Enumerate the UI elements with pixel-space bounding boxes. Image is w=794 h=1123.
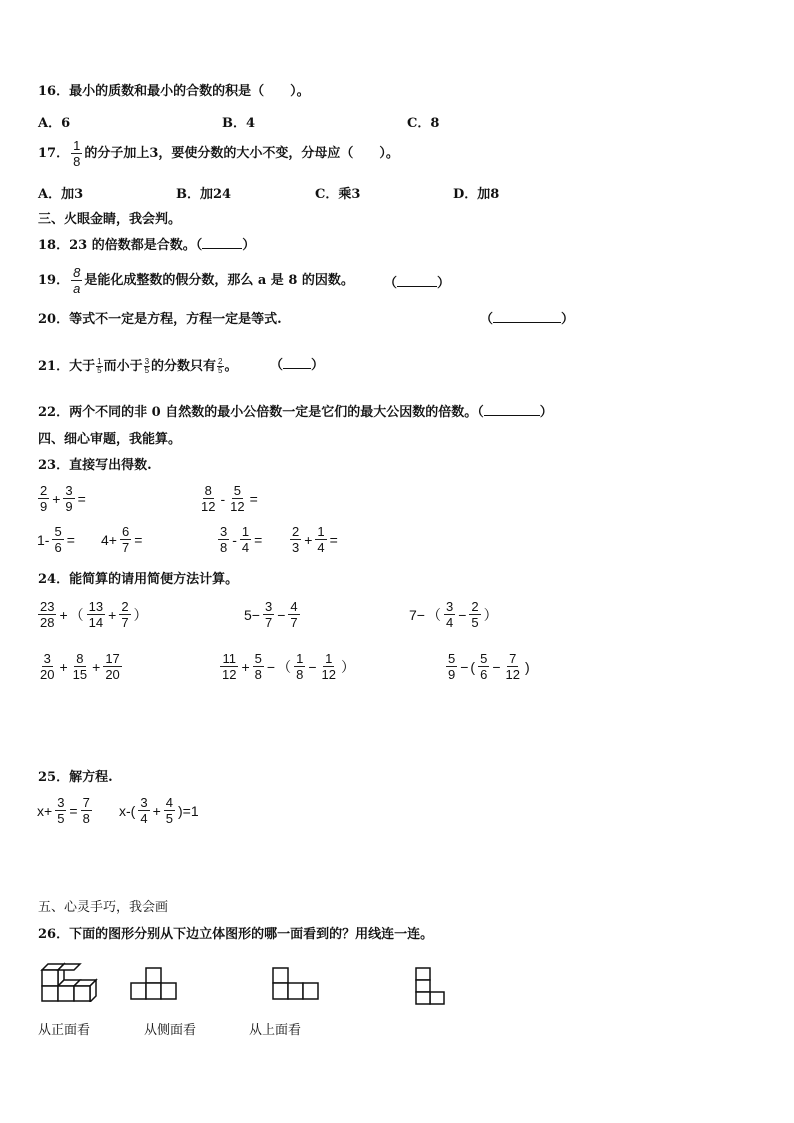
q23-stem: 23．直接写出得数.: [38, 458, 152, 473]
q25-stem: 25．解方程.: [38, 770, 113, 785]
q26-stem: 26．下面的图形分别从下边立体图形的哪一面看到的？用线连一连。: [38, 927, 434, 942]
q18-stem: 18．23 的倍数都是合数。（ ）: [38, 238, 256, 253]
q17-option-a: A．加3: [38, 187, 84, 202]
q19-stem: 19． $\frac{8}{a}$ 是能化成整数的假分数，那么 a 是 8 的因数。: [38, 265, 354, 296]
q25-equation-1: x+ $\frac{3}{5}$ = $\frac{7}{8}$: [37, 795, 90, 826]
q16-stem: 16．最小的质数和最小的合数的积是（ ）。: [38, 84, 310, 99]
q24-expr-1: $\frac{23}{28}$ + （ $\frac{13}{14}$ + $\frac{2}{7}$ ）: [40, 599, 148, 630]
q16-option-a: A．6: [38, 116, 71, 131]
q23-expr-4: 4+ $\frac{6}{7}$ =: [101, 524, 143, 555]
q19-answer: （ ）: [384, 276, 451, 291]
section-4-heading: 四、细心审题，我能算。: [38, 432, 182, 447]
q17-stem: [38, 139, 399, 168]
q24-expr-6: $\frac{5}{9}$ − ( $\frac{5}{6}$ − $\frac{7}{12}$ ): [448, 651, 530, 682]
caption-side-view: 从侧面看: [144, 1023, 197, 1038]
q23-expr-5: $\frac{3}{8}$ - $\frac{1}{4}$ =: [220, 524, 263, 555]
caption-top-view: 从上面看: [249, 1023, 302, 1038]
q21-answer-blank[interactable]: [283, 368, 311, 369]
q21-fraction-2: $\frac{3}{5}$: [144, 357, 150, 375]
q16-option-b: B．4: [222, 116, 256, 131]
q19-fraction: $\frac{8}{a}$: [73, 265, 81, 296]
q21-stem: 21．大于 $\frac{1}{5}$ 而小于 $\frac{3}{5}$ 的分数只有 $\frac{2}{5}$ 。: [38, 357, 238, 375]
view-figure-1: [130, 966, 178, 1002]
q17-option-d: D．加8: [453, 187, 500, 202]
q17-option-b: B．加24: [176, 187, 232, 202]
section-5-heading: 五、心灵手巧，我会画: [38, 900, 169, 915]
q21-fraction-3: $\frac{2}{5}$: [218, 357, 223, 375]
view-figure-2: [271, 966, 319, 1002]
q21-fraction-1: $\frac{1}{5}$: [97, 357, 102, 375]
q20-answer-blank[interactable]: [493, 322, 561, 323]
q25-equation-2: x-( $\frac{3}{4}$ + $\frac{4}{5}$ )=1: [119, 795, 199, 826]
q17-number: 17．: [38, 146, 70, 161]
q17-text: 的分子加上3，要使分数的大小不变，分母应（ ）。: [84, 146, 399, 161]
q23-expr-2: $\frac{8}{12}$ - $\frac{5}{12}$ =: [201, 483, 258, 514]
q22-answer-blank[interactable]: [484, 415, 540, 416]
q24-expr-3: 7− （ $\frac{3}{4}$ − $\frac{2}{5}$ ）: [409, 599, 498, 630]
q20-stem: 20．等式不一定是方程，方程一定是等式.: [38, 312, 282, 327]
q17-fraction: $\frac{1}{8}$: [73, 138, 81, 169]
section-3-heading: 三、火眼金睛，我会判。: [38, 212, 182, 227]
view-figure-3: [414, 966, 448, 1006]
q19-answer-blank[interactable]: [397, 286, 437, 287]
q22-stem: 22．两个不同的非 0 自然数的最小公倍数一定是它们的最大公因数的倍数。（ ）: [38, 405, 553, 420]
q23-expr-1: $\frac{2}{9}$ + $\frac{3}{9}$ =: [40, 483, 86, 514]
caption-front-view: 从正面看: [38, 1023, 91, 1038]
q17-option-c: C．乘3: [315, 187, 361, 202]
q18-answer-blank[interactable]: [202, 248, 242, 249]
q20-answer: （ ）: [480, 312, 575, 327]
q24-expr-5: $\frac{11}{12}$ + $\frac{5}{8}$ − （ $\frac{1}{8}$ − $\frac{1}{12}$ ）: [222, 651, 355, 682]
q23-expr-3: 1- $\frac{5}{6}$ =: [37, 524, 75, 555]
q24-expr-2: 5− $\frac{3}{7}$ − $\frac{4}{7}$: [244, 599, 298, 630]
solid-figure-3d: [38, 958, 102, 1002]
q24-stem: 24．能简算的请用简便方法计算。: [38, 572, 239, 587]
q24-expr-4: $\frac{3}{20}$ + $\frac{8}{15}$ + $\frac{17}{20}$: [40, 651, 120, 682]
q23-expr-6: $\frac{2}{3}$ + $\frac{1}{4}$ =: [292, 524, 338, 555]
q16-option-c: C．8: [407, 116, 440, 131]
q21-answer: （ ）: [270, 358, 325, 373]
